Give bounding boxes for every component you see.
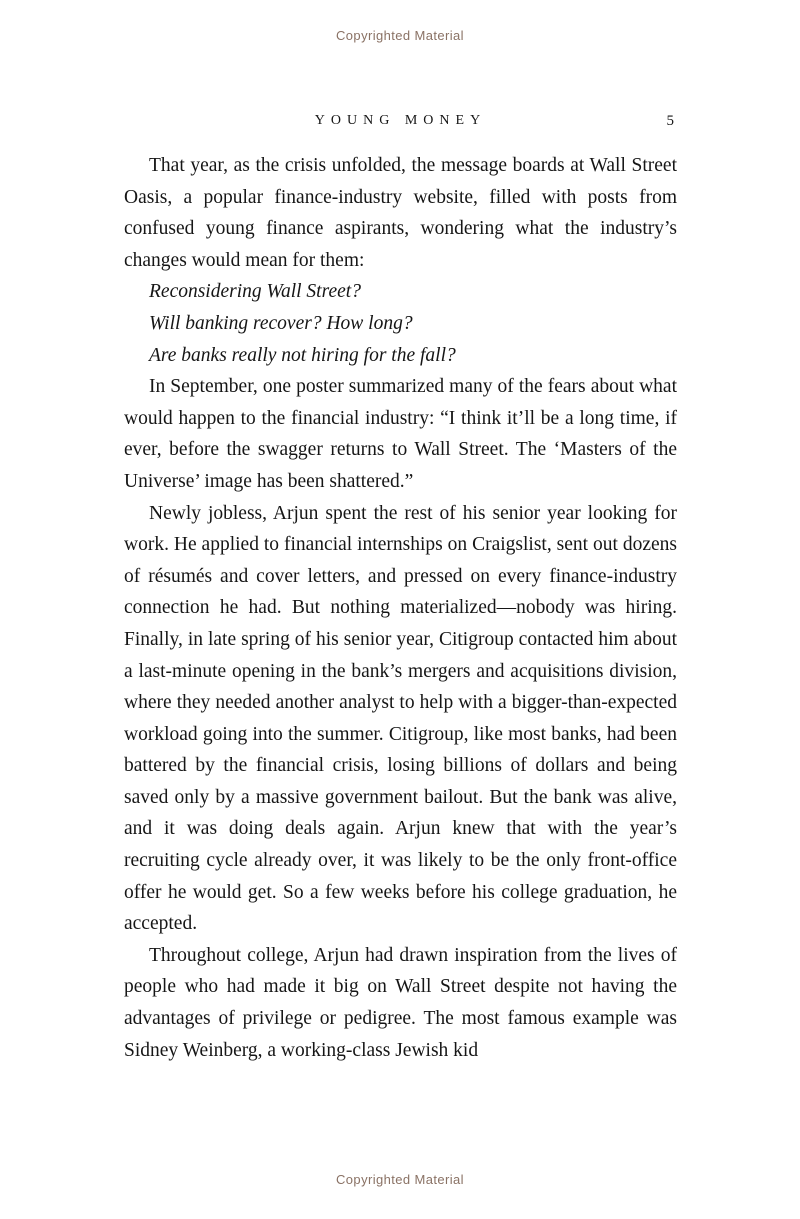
paragraph: Newly jobless, Arjun spent the rest of his senior year looking for work. He applied to financial internships on Craigslist, sent out dozens of résumés and cover letters, and pressed on every finance-industry connection he had. But nothing materialized—nobody was hiring. Finally, in late spring of his senior year, Citigroup contacted him about a last-minute opening in the bank’s mergers and acquisitions division, where they needed another analyst to help with a bigger-than-expected workload going into the summer. Citigroup, like most banks, had been battered by the financial crisis, losing billions of dollars and being saved only by a massive government bailout. But the bank was alive, and it was doing deals again. Arjun knew that with the year’s recruiting cycle already over, it was likely to be the only front-office offer he would get. So a few weeks before his college graduation, he accepted.	[124, 502, 677, 935]
quote-line: Are banks really not hiring for the fall?	[149, 344, 456, 366]
copyright-notice-bottom: Copyrighted Material	[336, 1172, 464, 1187]
page-number: 5	[666, 113, 675, 129]
copyright-notice-top: Copyrighted Material	[336, 28, 464, 43]
page-header	[124, 113, 677, 135]
paragraph: In September, one poster summarized many of the fears about what would happen to the financial industry: “I think it’ll be a long time, if ever, before the swagger returns to Wall Street. The ‘Masters of the Universe’ image has been shattered.”	[124, 376, 677, 492]
quote-line: Reconsidering Wall Street?	[149, 281, 361, 303]
body-text	[124, 150, 677, 1066]
paragraph: Throughout college, Arjun had drawn inspiration from the lives of people who had made it big on Wall Street despite not having the advantages of privilege or pedigree. The most famous example was Sidney Weinberg, a working-class Jewish kid	[124, 944, 677, 1061]
paragraph: That year, as the crisis unfolded, the message boards at Wall Street Oasis, a popular finance-industry website, filled with posts from confused young finance aspirants, wondering what the industry’s changes would mean for them:	[124, 155, 677, 271]
running-head-title: YOUNG MONEY	[314, 113, 487, 128]
quote-line: Will banking recover? How long?	[149, 312, 413, 334]
